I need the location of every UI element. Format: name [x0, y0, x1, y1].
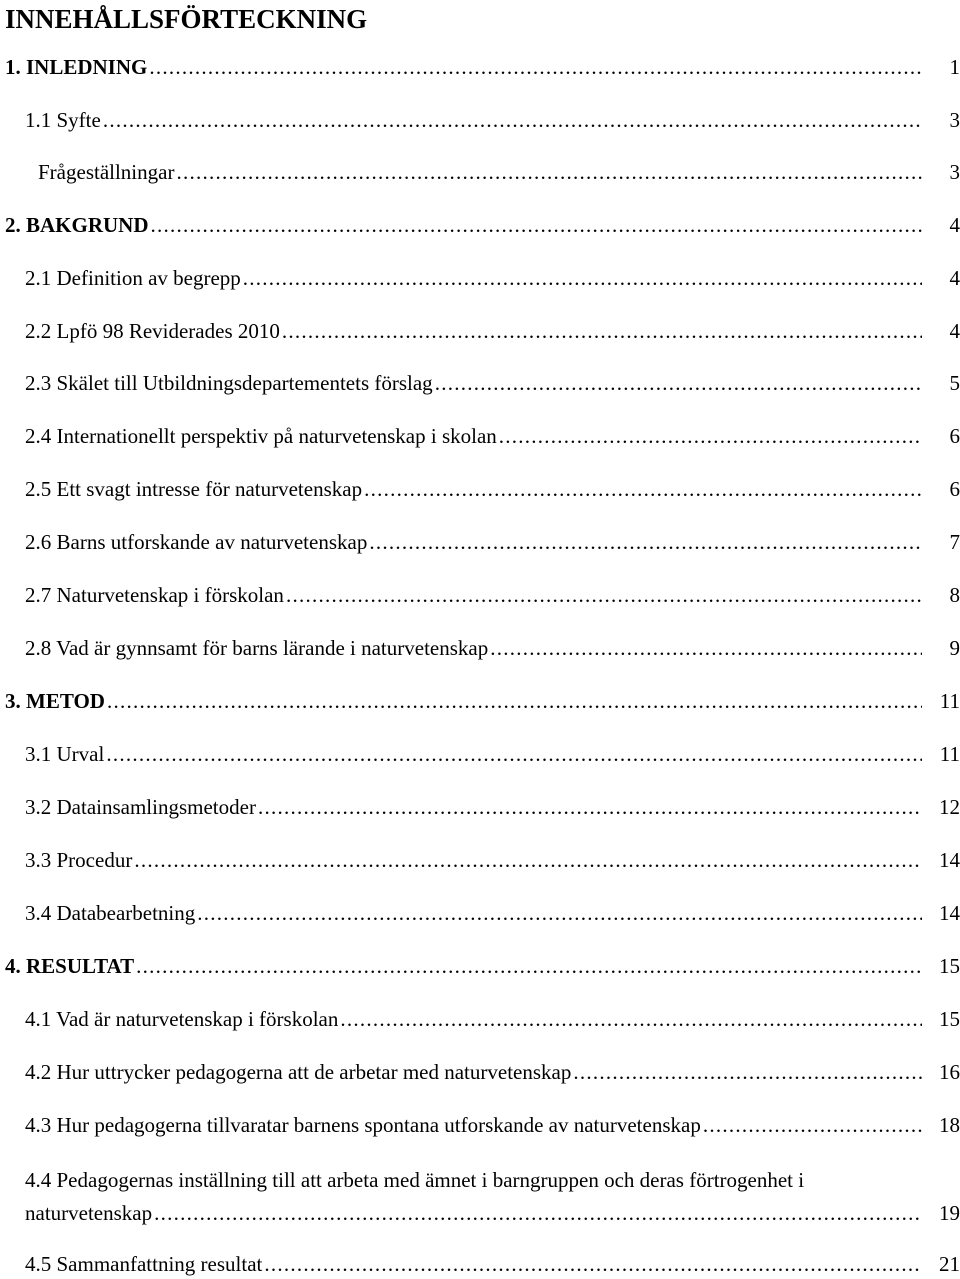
- toc-entry[interactable]: [38, 157, 960, 187]
- toc-leader-dots: [107, 686, 922, 716]
- toc-page-number: 9: [949, 636, 960, 660]
- toc-page-number: 6: [949, 424, 960, 448]
- toc-entry[interactable]: [25, 527, 960, 557]
- toc-leader-dots: [136, 951, 922, 981]
- toc-page-number: 14: [939, 848, 960, 872]
- toc-entry[interactable]: [25, 474, 960, 504]
- toc-entry[interactable]: [25, 845, 960, 875]
- toc-leader-dots: [499, 421, 922, 451]
- toc-entry[interactable]: [25, 580, 960, 610]
- toc-entry[interactable]: [25, 1110, 960, 1140]
- toc-leader-dots: [264, 1249, 922, 1279]
- toc-entry[interactable]: [25, 105, 960, 135]
- toc-page-number: 15: [939, 954, 960, 978]
- toc-entry[interactable]: [5, 52, 960, 82]
- toc-entry[interactable]: [25, 368, 960, 398]
- toc-leader-dots: [106, 739, 922, 769]
- toc-entry-label: 2.3 Skälet till Utbildningsdepartementets förslag: [25, 371, 433, 395]
- toc-leader-dots: [134, 845, 922, 875]
- toc-leader-dots: [243, 263, 922, 293]
- toc-page-number: 18: [939, 1113, 960, 1137]
- toc-leader-dots: [435, 368, 922, 398]
- toc-page-number: 21: [939, 1252, 960, 1276]
- toc-entry-label: 4.1 Vad är naturvetenskap i förskolan: [25, 1007, 339, 1031]
- toc-entry[interactable]: [25, 739, 960, 769]
- toc-entry[interactable]: [25, 1198, 960, 1228]
- toc-page-number: 3: [949, 108, 960, 132]
- toc-leader-dots: [340, 1004, 922, 1034]
- toc-entry-label: 2.1 Definition av begrepp: [25, 266, 241, 290]
- toc-entry-label: 4.3 Hur pedagogerna tillvaratar barnens spontana utforskande av naturvetenskap: [25, 1113, 701, 1137]
- toc-leader-dots: [151, 210, 922, 240]
- toc-page-number: 8: [949, 583, 960, 607]
- toc-entry-label: 2.7 Naturvetenskap i förskolan: [25, 583, 284, 607]
- toc-entry-label: 2.6 Barns utforskande av naturvetenskap: [25, 530, 368, 554]
- toc-entry-label: 4.5 Sammanfattning resultat: [25, 1252, 263, 1276]
- toc-entry-label: 1.1 Syfte: [25, 108, 101, 132]
- toc-entry-label: 2.4 Internationellt perspektiv på naturvetenskap i skolan: [25, 424, 497, 448]
- toc-leader-dots: [282, 316, 922, 346]
- toc-heading: INNEHÅLLSFÖRTECKNING: [5, 4, 368, 34]
- toc-page-number: 4: [949, 319, 960, 343]
- toc-entry[interactable]: [25, 792, 960, 822]
- toc-page-number: 11: [939, 742, 960, 766]
- toc-leader-dots: [286, 580, 922, 610]
- toc-page-number: 15: [939, 1007, 960, 1031]
- toc-leader-dots: [573, 1057, 922, 1087]
- toc-leader-dots: [176, 157, 922, 187]
- toc-leader-dots: [197, 898, 922, 928]
- toc-page-number: 14: [939, 901, 960, 925]
- toc-page-number: 11: [939, 689, 960, 713]
- toc-leader-dots: [703, 1110, 922, 1140]
- toc-entry[interactable]: [25, 1249, 960, 1279]
- toc-entry-label: 3. METOD: [5, 689, 105, 713]
- toc-entry[interactable]: [25, 1004, 960, 1034]
- toc-page-number: 5: [949, 371, 960, 395]
- toc-page-number: 1: [949, 55, 960, 79]
- toc-entry[interactable]: [25, 316, 960, 346]
- toc-leader-dots: [258, 792, 922, 822]
- toc-leader-dots: [490, 633, 922, 663]
- toc-entry[interactable]: [25, 421, 960, 451]
- toc-page-number: 4: [949, 213, 960, 237]
- toc-entry-label-first-line[interactable]: 4.4 Pedagogernas inställning till att arbeta med ämnet i barngruppen och deras förtrogenhet i: [25, 1168, 805, 1192]
- toc-entry[interactable]: [25, 633, 960, 663]
- toc-entry[interactable]: [25, 898, 960, 928]
- toc-entry-label: 3.1 Urval: [25, 742, 105, 766]
- toc-entry-label: 2.8 Vad är gynnsamt för barns lärande i naturvetenskap: [25, 636, 489, 660]
- toc-page-number: 4: [949, 266, 960, 290]
- toc-entry-label: 2.2 Lpfö 98 Reviderades 2010: [25, 319, 280, 343]
- toc-entry[interactable]: [25, 1057, 960, 1087]
- toc-entry-label: 4. RESULTAT: [5, 954, 135, 978]
- toc-page-number: 19: [939, 1201, 960, 1225]
- toc-entry[interactable]: [5, 210, 960, 240]
- toc-page-number: 7: [949, 530, 960, 554]
- toc-leader-dots: [154, 1198, 922, 1228]
- toc-page-number: 3: [949, 160, 960, 184]
- toc-entry-label-continuation: naturvetenskap: [25, 1201, 153, 1225]
- toc-page-number: 16: [939, 1060, 960, 1084]
- toc-leader-dots: [149, 52, 922, 82]
- toc-leader-dots: [103, 105, 922, 135]
- toc-entry-label: 3.2 Datainsamlingsmetoder: [25, 795, 256, 819]
- toc-entry-label: 2. BAKGRUND: [5, 213, 149, 237]
- toc-entry-label: 4.2 Hur uttrycker pedagogerna att de arbetar med naturvetenskap: [25, 1060, 572, 1084]
- toc-entry[interactable]: [25, 263, 960, 293]
- toc-page-number: 6: [949, 477, 960, 501]
- toc-leader-dots: [369, 527, 922, 557]
- toc-leader-dots: [364, 474, 922, 504]
- toc-entry-label: 2.5 Ett svagt intresse för naturvetenskap: [25, 477, 363, 501]
- toc-entry-label: 1. INLEDNING: [5, 55, 148, 79]
- toc-entry-label: 3.3 Procedur: [25, 848, 133, 872]
- toc-page-number: 12: [939, 795, 960, 819]
- toc-entry[interactable]: [5, 951, 960, 981]
- toc-entry[interactable]: [5, 686, 960, 716]
- toc-entry-label: 3.4 Databearbetning: [25, 901, 196, 925]
- toc-entry-label: Frågeställningar: [38, 160, 175, 184]
